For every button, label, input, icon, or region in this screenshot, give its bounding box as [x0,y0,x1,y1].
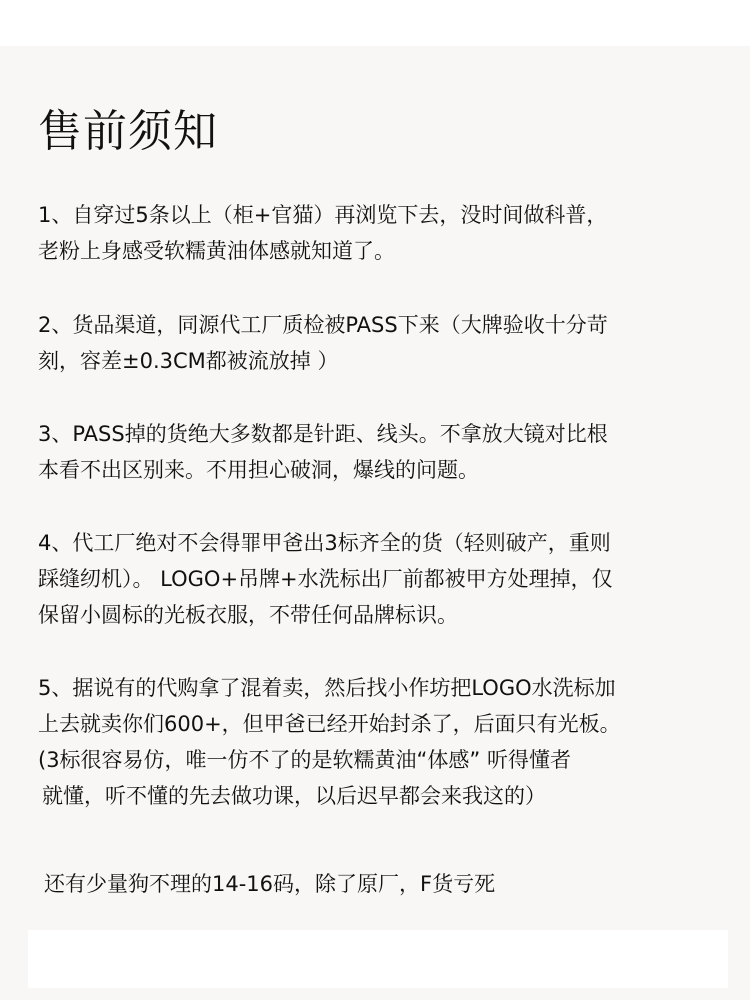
notice-item-5-line-1: 5、据说有的代购拿了混着卖，然后找小作坊把LOGO水洗标加 [38,676,616,700]
notice-item-4 [38,525,728,633]
page-title: 售前须知 [38,106,218,157]
notice-item-3-line-2: 本看不出区别来。不用担心破洞，爆线的问题。 [38,458,479,482]
notice-item-1 [38,197,728,269]
notice-item-5-line-2: 上去就卖你们600+，但甲爸已经开始封杀了，后面只有光板。 [38,712,621,736]
content-panel [0,46,750,1000]
notice-item-4-line-1: 4、代工厂绝对不会得罪甲爸出3标齐全的货（轻则破产，重则 [38,531,611,555]
notice-item-1-line-2: 老粉上身感受软糯黄油体感就知道了。 [38,239,395,263]
notice-item-3 [38,416,728,488]
notice-item-4-line-3: 保留小圆标的光板衣服，不带任何品牌标识。 [38,603,458,627]
notice-item-5-line-4: 就懂，听不懂的先去做功课，以后迟早都会来我这的） [42,784,546,808]
size-note: 还有少量狗不理的14-16码，除了原厂，F货亏死 [44,872,496,896]
notice-item-1-line-1: 1、自穿过5条以上（柜+官猫）再浏览下去，没时间做科普， [38,203,608,227]
notice-item-2-line-2: 刻，容差±0.3CM都被流放掉 ） [38,349,339,373]
bottom-blank-area [28,930,728,988]
notice-item-4-line-2: 踩缝纫机）。 LOGO+吊牌+水洗标出厂前都被甲方处理掉，仅 [38,567,613,591]
notice-item-3-line-1: 3、PASS掉的货绝大多数都是针距、线头。不拿放大镜对比根 [38,422,608,446]
notice-item-2-line-1: 2、货品渠道，同源代工厂质检被PASS下来（大牌验收十分苛 [38,313,608,337]
notice-item-5-line-3: (3标很容易仿，唯一仿不了的是软糯黄油“体感” 听得懂者 [38,748,571,772]
notice-item-5 [38,670,728,814]
notice-item-2 [38,307,728,379]
